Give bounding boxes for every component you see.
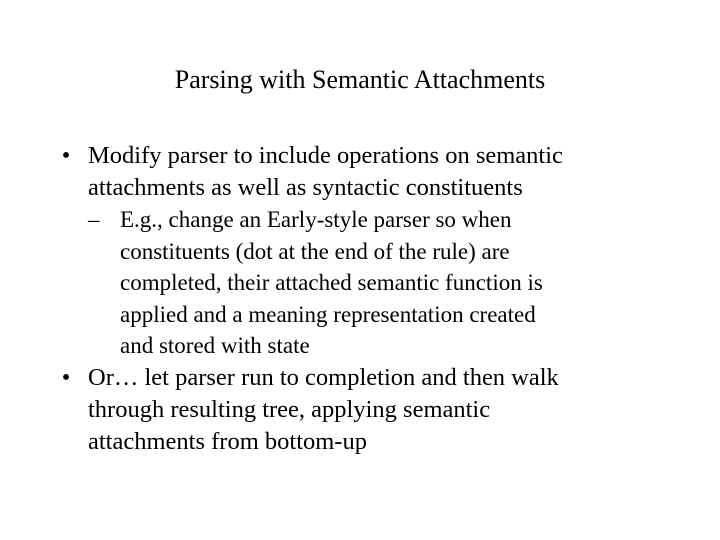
bullet-item-2 (56, 362, 696, 458)
bullet-item-1-line-2: attachments as well as syntactic constituents (88, 174, 523, 201)
sub-bullet-item-1-line-3: completed, their attached semantic function is (120, 270, 543, 295)
bullet-item-1 (56, 140, 696, 204)
bullet-dot-icon: • (61, 363, 71, 391)
slide-body (56, 140, 696, 458)
bullet-item-1-line-1: Modify parser to include operations on semantic (88, 142, 563, 169)
sub-bullet-item-1-line-5: and stored with state (120, 333, 310, 358)
bullet-item-2-line-3: attachments from bottom-up (88, 427, 367, 455)
dash-bullet-icon: – (88, 207, 100, 232)
sub-bullet-item-1-line-2: constituents (dot at the end of the rule) are (120, 238, 510, 264)
sub-bullet-item-1-line-4: applied and a meaning representation created (120, 301, 536, 327)
bullet-dot-icon: • (61, 142, 71, 169)
bullet-item-2-line-2: through resulting tree, applying semantic (88, 395, 491, 423)
slide-title: Parsing with Semantic Attachments (174, 65, 546, 94)
sub-bullet-item-1 (88, 204, 696, 362)
bullet-item-2-line-1: Or… let parser run to completion and then walk (88, 363, 559, 391)
sub-bullet-item-1-line-1: E.g., change an Early-style parser so when (120, 207, 512, 232)
